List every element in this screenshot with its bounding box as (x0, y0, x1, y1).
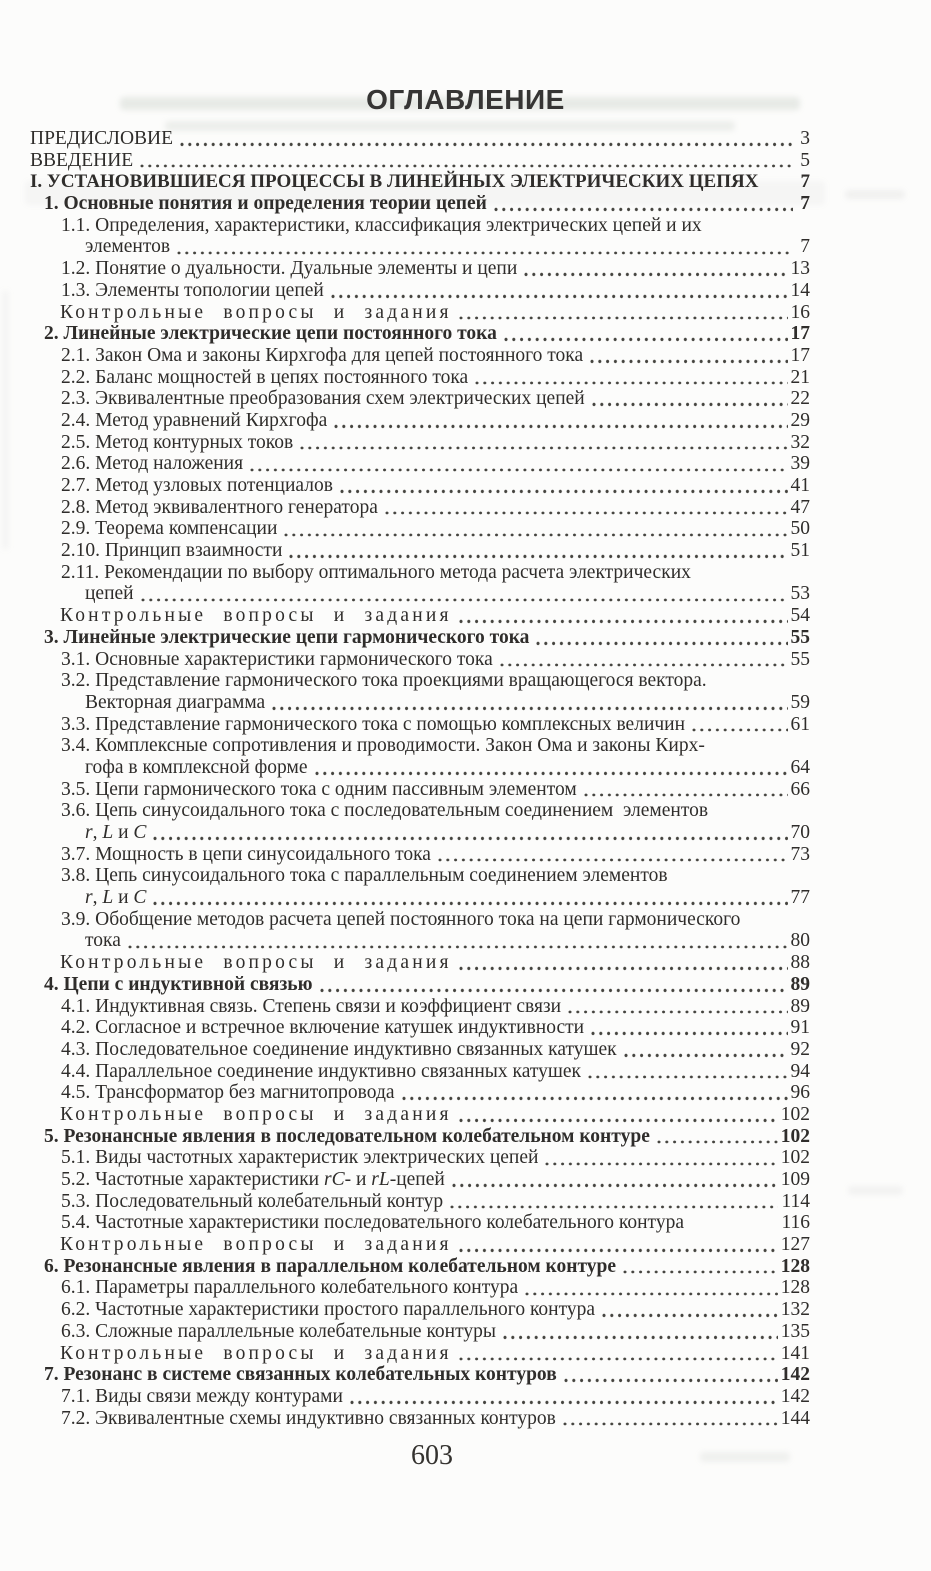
toc-entry (30, 1147, 810, 1169)
toc-entry (30, 1191, 810, 1213)
toc-entry-text: 4.5. Трансформатор без магнитопровода (61, 1082, 395, 1104)
toc-entry-text: 2.8. Метод эквивалентного генератора (61, 496, 378, 518)
toc-page-number: 91 (790, 1017, 810, 1039)
toc-line (30, 1299, 810, 1321)
dotted-leader (459, 619, 788, 624)
dotted-leader (450, 1205, 778, 1210)
toc-entry-text: 5.1. Виды частотных характеристик электрических цепей (61, 1147, 539, 1169)
toc-entry-text: гофа в комплексной форме (85, 756, 308, 778)
dotted-leader (180, 142, 793, 147)
toc-entry-text: 3.8. Цепь синусоидального тока с параллельным соединением элементов (61, 865, 668, 887)
toc-entry (30, 670, 810, 713)
toc-entry (30, 714, 810, 736)
toc-entry-text: 5.3. Последовательный колебательный контур (61, 1190, 444, 1212)
toc-line (30, 388, 810, 410)
toc-entry-text: 7.2. Эквивалентные схемы индуктивно связанных контуров (61, 1407, 556, 1429)
dotted-leader (590, 359, 787, 364)
toc-line (30, 1126, 810, 1148)
toc-line (30, 540, 810, 562)
toc-entry (30, 1212, 810, 1234)
toc-entry-text: ПРЕДИСЛОВИЕ (30, 128, 174, 149)
toc-entry-text: 4.2. Согласное и встречное включение катушек индуктивности (61, 1017, 585, 1039)
toc-entry (30, 497, 810, 519)
dotted-leader (592, 402, 788, 407)
toc-entry (30, 410, 810, 432)
toc-entry-text: 4.3. Последовательное соединение индуктивно связанных катушек (61, 1038, 617, 1060)
dotted-leader (385, 511, 788, 516)
toc-entry-text: Контрольные вопросы и задания (60, 1342, 452, 1364)
table-of-contents (30, 128, 810, 1429)
toc-entry-text: 2. Линейные электрические цепи постоянного тока (44, 323, 497, 345)
toc-line (30, 670, 810, 692)
dotted-leader (177, 251, 793, 256)
toc-page-number: 55 (790, 648, 810, 670)
dotted-leader (459, 1357, 778, 1362)
toc-page-number: 7 (800, 171, 810, 193)
dotted-leader (524, 272, 787, 277)
toc-entry (30, 171, 810, 193)
toc-page-number: 92 (790, 1038, 810, 1060)
toc-entry-text: тока (85, 930, 121, 952)
toc-line (30, 215, 810, 237)
toc-page-number: 5 (800, 149, 810, 171)
dotted-leader (525, 1292, 778, 1297)
toc-entry (30, 128, 810, 150)
dotted-leader (584, 793, 788, 798)
dotted-leader (591, 1031, 787, 1036)
toc-entry-text: 5.4. Частотные характеристики последовательного колебательного контура (61, 1212, 684, 1234)
toc-entry-text: 6. Резонансные явления в параллельном колебательном контуре (44, 1255, 617, 1277)
toc-page-number: 7 (800, 236, 810, 258)
dotted-leader (452, 1183, 778, 1188)
dotted-leader (459, 1248, 778, 1253)
toc-line (30, 236, 810, 258)
toc-entry-text: Векторная диаграмма (85, 691, 266, 713)
toc-entry (30, 1126, 810, 1148)
toc-page-number: 88 (790, 952, 810, 974)
toc-entry (30, 280, 810, 302)
toc-page-number: 77 (790, 887, 810, 909)
toc-entry-text: 1.2. Понятие о дуальности. Дуальные элементы и цепи (61, 258, 518, 280)
toc-entry (30, 1082, 810, 1104)
toc-entry-text: ВВЕДЕНИЕ (30, 149, 134, 171)
toc-page-number: 3 (800, 128, 810, 149)
toc-entry (30, 1277, 810, 1299)
toc-line (30, 1408, 810, 1430)
toc-page-number: 7 (800, 193, 810, 215)
toc-page-number: 132 (780, 1299, 810, 1321)
toc-line (30, 497, 810, 519)
toc-page-number: 29 (790, 409, 810, 431)
toc-entry (30, 952, 810, 974)
dotted-leader (765, 186, 793, 191)
toc-entry-text: 3.6. Цепь синусоидального тока с последовательным соединением элементов (61, 800, 709, 822)
toc-line (30, 714, 810, 736)
toc-page-number: 135 (780, 1320, 810, 1342)
toc-page-number: 102 (780, 1125, 810, 1147)
toc-page-number: 47 (790, 496, 810, 518)
toc-page-number: 16 (790, 301, 810, 323)
dotted-leader (494, 207, 793, 212)
dotted-leader (350, 1400, 778, 1405)
toc-entry (30, 193, 810, 215)
toc-entry (30, 475, 810, 497)
toc-entry-text: 3.2. Представление гармонического тока проекциями вращающегося вектора. (61, 670, 707, 692)
toc-line (30, 800, 810, 822)
toc-entry (30, 865, 810, 908)
dotted-leader (438, 858, 788, 863)
toc-line (30, 1234, 810, 1256)
toc-entry-text: 7.1. Виды связи между контурами (61, 1385, 343, 1407)
toc-entry (30, 453, 810, 475)
toc-entry-text: 3. Линейные электрические цепи гармонического тока (44, 626, 530, 648)
toc-line (30, 1039, 810, 1061)
toc-page-number: 55 (790, 626, 810, 648)
toc-line (30, 367, 810, 389)
toc-line (30, 865, 810, 887)
toc-line (30, 432, 810, 454)
toc-line (30, 410, 810, 432)
toc-entry-text: 4. Цепи с индуктивной связью (44, 973, 313, 995)
toc-entry (30, 432, 810, 454)
dotted-leader (691, 1227, 778, 1232)
toc-line (30, 735, 810, 757)
dotted-leader (504, 337, 788, 342)
toc-entry (30, 518, 810, 540)
toc-page-number: 66 (790, 778, 810, 800)
dotted-leader (250, 468, 787, 473)
toc-line (30, 1147, 810, 1169)
toc-line (30, 909, 810, 931)
toc-entry-text: Контрольные вопросы и задания (60, 1103, 452, 1125)
toc-page-number: 96 (790, 1082, 810, 1104)
toc-entry-text: 6.1. Параметры параллельного колебательного контура (61, 1277, 519, 1299)
toc-entry-text: 1.3. Элементы топологии цепей (61, 279, 324, 301)
toc-entry-text: 3.7. Мощность в цепи синусоидального тока (61, 843, 431, 865)
toc-entry-text: 3.3. Представление гармонического тока с помощью комплексных величин (61, 713, 686, 735)
dotted-leader (331, 294, 788, 299)
dotted-leader (459, 1118, 778, 1123)
toc-line (30, 1104, 810, 1126)
toc-entry-text: I. УСТАНОВИВШИЕСЯ ПРОЦЕССЫ В ЛИНЕЙНЫХ ЭЛЕКТРИЧЕСКИХ ЦЕПЯХ (30, 171, 759, 193)
bleed-through-artifact (2, 290, 9, 550)
toc-line (30, 323, 810, 345)
toc-page-number: 54 (790, 605, 810, 627)
toc-line (30, 1386, 810, 1408)
dotted-leader (140, 164, 793, 169)
toc-entry (30, 562, 810, 605)
toc-entry (30, 996, 810, 1018)
dotted-leader (588, 1075, 787, 1080)
toc-entry (30, 1321, 810, 1343)
toc-page-number: 50 (790, 518, 810, 540)
toc-entry-text: 2.3. Эквивалентные преобразования схем электрических цепей (61, 388, 585, 410)
toc-entry (30, 627, 810, 649)
toc-entry-text: Контрольные вопросы и задания (60, 301, 452, 323)
toc-line (30, 1364, 810, 1386)
bleed-through-artifact (848, 1186, 903, 1195)
toc-entry-text: 5.2. Частотные характеристики rC- и rL-цепей (61, 1169, 445, 1190)
toc-entry (30, 1169, 810, 1191)
dotted-leader (334, 424, 787, 429)
toc-page-number: 73 (790, 843, 810, 865)
dotted-leader (272, 706, 787, 711)
toc-entry-text: 4.1. Индуктивная связь. Степень связи и коэффициент связи (61, 995, 562, 1017)
dotted-leader (153, 901, 787, 906)
toc-line (30, 974, 810, 996)
toc-entry (30, 1017, 810, 1039)
toc-entry (30, 909, 810, 952)
toc-entry (30, 779, 810, 801)
toc-page-number: 142 (780, 1364, 810, 1386)
toc-entry (30, 1061, 810, 1083)
toc-entry-text: Контрольные вопросы и задания (60, 1234, 452, 1256)
toc-page-number: 14 (790, 279, 810, 301)
toc-line (30, 150, 810, 172)
toc-entry (30, 345, 810, 367)
toc-page-number: 142 (780, 1385, 810, 1407)
dotted-leader (475, 381, 787, 386)
toc-page-number: 53 (790, 583, 810, 605)
toc-page-number: 22 (790, 388, 810, 410)
toc-entry (30, 302, 810, 324)
toc-page-number: 144 (780, 1407, 810, 1429)
toc-page-number: 32 (790, 431, 810, 453)
toc-entry-text: 2.11. Рекомендации по выбору оптимального метода расчета электрических (61, 561, 691, 583)
page-title: ОГЛАВЛЕНИЕ (366, 84, 565, 115)
toc-page-number: 94 (790, 1060, 810, 1082)
toc-entry (30, 388, 810, 410)
dotted-leader (128, 945, 788, 950)
toc-page-number: 17 (790, 323, 810, 345)
toc-line (30, 128, 810, 150)
toc-entry (30, 1386, 810, 1408)
dotted-leader (545, 1162, 777, 1167)
toc-entry-text: 2.1. Закон Ома и законы Кирхгофа для цепей постоянного тока (61, 344, 584, 366)
toc-page-number: 70 (790, 822, 810, 843)
dotted-leader (568, 1010, 787, 1015)
toc-line (30, 887, 810, 909)
toc-entry-text: Контрольные вопросы и задания (60, 605, 452, 627)
toc-line (30, 952, 810, 974)
toc-entry-text: 5. Резонансные явления в последовательном колебательном контуре (44, 1125, 650, 1147)
toc-entry (30, 1364, 810, 1386)
toc-line (30, 1191, 810, 1213)
toc-entry-text: 1. Основные понятия и определения теории цепей (44, 193, 487, 215)
toc-page-number: 17 (790, 344, 810, 366)
dotted-leader (459, 966, 788, 971)
toc-entry-text: 2.10. Принцип взаимности (61, 540, 283, 562)
toc-page-number: 109 (780, 1169, 810, 1190)
toc-entry (30, 1256, 810, 1278)
toc-line (30, 605, 810, 627)
toc-line (30, 779, 810, 801)
toc-page-number: 102 (780, 1103, 810, 1125)
toc-entry (30, 1104, 810, 1126)
toc-entry-text: 7. Резонанс в системе связанных колебательных контуров (44, 1364, 557, 1386)
toc-entry (30, 1343, 810, 1365)
toc-entry-text: 3.5. Цепи гармонического тока с одним пассивным элементом (61, 778, 577, 800)
toc-line (30, 649, 810, 671)
toc-line (30, 1169, 810, 1191)
toc-line (30, 345, 810, 367)
toc-line (30, 171, 810, 193)
dotted-leader (340, 489, 788, 494)
toc-entry-text: Контрольные вопросы и задания (60, 952, 452, 974)
toc-line (30, 757, 810, 779)
dotted-leader (284, 533, 787, 538)
toc-line (30, 1343, 810, 1365)
toc-entry (30, 735, 810, 778)
toc-page-number: 102 (780, 1147, 810, 1169)
dotted-leader (564, 1378, 778, 1383)
toc-entry-text: 3.9. Обобщение методов расчета цепей постоянного тока на цепи гармонического (61, 908, 741, 930)
dotted-leader (289, 554, 787, 559)
toc-entry (30, 1299, 810, 1321)
dotted-leader (692, 728, 787, 733)
toc-page-number: 59 (790, 691, 810, 713)
toc-line (30, 822, 810, 844)
toc-page-number: 80 (790, 930, 810, 952)
dotted-leader (153, 836, 787, 841)
toc-entry (30, 258, 810, 280)
toc-line (30, 1277, 810, 1299)
dotted-leader (141, 598, 788, 603)
toc-entry-text: 2.4. Метод уравнений Кирхгофа (61, 409, 328, 431)
dotted-leader (503, 1335, 778, 1340)
toc-line (30, 1256, 810, 1278)
toc-entry-text: 2.5. Метод контурных токов (61, 431, 294, 453)
page-number: 603 (411, 1440, 453, 1471)
toc-entry-text: 2.7. Метод узловых потенциалов (61, 475, 333, 496)
toc-entry-text: r, L и C (85, 887, 147, 909)
dotted-leader (602, 1313, 778, 1318)
toc-entry-text: 3.1. Основные характеристики гармонического тока (61, 648, 493, 670)
toc-entry (30, 367, 810, 389)
toc-line (30, 453, 810, 475)
toc-page-number: 61 (790, 713, 810, 735)
toc-line (30, 844, 810, 866)
toc-entry-text: 2.6. Метод наложения (61, 453, 244, 475)
toc-line (30, 1082, 810, 1104)
toc-line (30, 302, 810, 324)
dotted-leader (315, 771, 788, 776)
toc-entry-text: 6.3. Сложные параллельные колебательные контуры (61, 1320, 496, 1342)
toc-entry (30, 974, 810, 996)
toc-entry-text: 3.4. Комплексные сопротивления и проводимости. Закон Ома и законы Кирх- (61, 735, 705, 757)
toc-entry (30, 649, 810, 671)
toc-page-number: 51 (790, 540, 810, 562)
dotted-leader (657, 1140, 778, 1145)
toc-entry-text: r, L и C (85, 822, 147, 843)
toc-entry-text: 2.2. Баланс мощностей в цепях постоянного тока (61, 366, 469, 388)
toc-line (30, 193, 810, 215)
toc-page-number: 116 (781, 1212, 810, 1234)
toc-entry (30, 844, 810, 866)
toc-page-number: 89 (790, 973, 810, 995)
toc-entry (30, 150, 810, 172)
toc-line (30, 930, 810, 952)
dotted-leader (320, 988, 788, 993)
toc-page-number: 13 (790, 258, 810, 280)
toc-line (30, 280, 810, 302)
toc-entry-text: 6.2. Частотные характеристики простого параллельного контура (61, 1299, 596, 1321)
toc-entry-text: элементов (85, 236, 171, 258)
toc-page-number: 21 (790, 366, 810, 388)
toc-line (30, 1017, 810, 1039)
dotted-leader (623, 1270, 778, 1275)
toc-line (30, 1321, 810, 1343)
toc-line (30, 475, 810, 497)
toc-page-number: 127 (780, 1234, 810, 1256)
toc-entry (30, 800, 810, 843)
toc-page-number: 89 (790, 995, 810, 1017)
toc-entry (30, 1039, 810, 1061)
toc-line (30, 692, 810, 714)
toc-page-number: 114 (781, 1190, 810, 1212)
dotted-leader (402, 1096, 788, 1101)
toc-line (30, 996, 810, 1018)
toc-entry-text: 2.9. Теорема компенсации (61, 518, 278, 540)
dotted-leader (300, 446, 787, 451)
toc-entry (30, 215, 810, 258)
bleed-through-artifact (845, 190, 905, 199)
toc-page-number: 39 (790, 453, 810, 475)
toc-page-number: 128 (780, 1255, 810, 1277)
toc-page-number: 128 (780, 1277, 810, 1299)
toc-line (30, 583, 810, 605)
toc-entry-text: 1.1. Определения, характеристики, классификация электрических цепей и их (61, 214, 702, 236)
toc-entry (30, 605, 810, 627)
toc-page-number: 41 (790, 475, 810, 496)
toc-line (30, 1061, 810, 1083)
dotted-leader (624, 1053, 788, 1058)
toc-line (30, 518, 810, 540)
toc-line (30, 258, 810, 280)
toc-entry (30, 1234, 810, 1256)
toc-entry-text: цепей (85, 583, 134, 605)
toc-page-number: 64 (790, 756, 810, 778)
toc-line (30, 1212, 810, 1234)
dotted-leader (536, 641, 787, 646)
toc-page-number: 141 (780, 1342, 810, 1364)
toc-entry-text: 4.4. Параллельное соединение индуктивно связанных катушек (61, 1060, 582, 1082)
dotted-leader (500, 663, 788, 668)
toc-entry (30, 540, 810, 562)
toc-line (30, 627, 810, 649)
toc-line (30, 562, 810, 584)
dotted-leader (563, 1422, 778, 1427)
toc-entry (30, 1408, 810, 1430)
toc-entry (30, 323, 810, 345)
dotted-leader (459, 316, 788, 321)
